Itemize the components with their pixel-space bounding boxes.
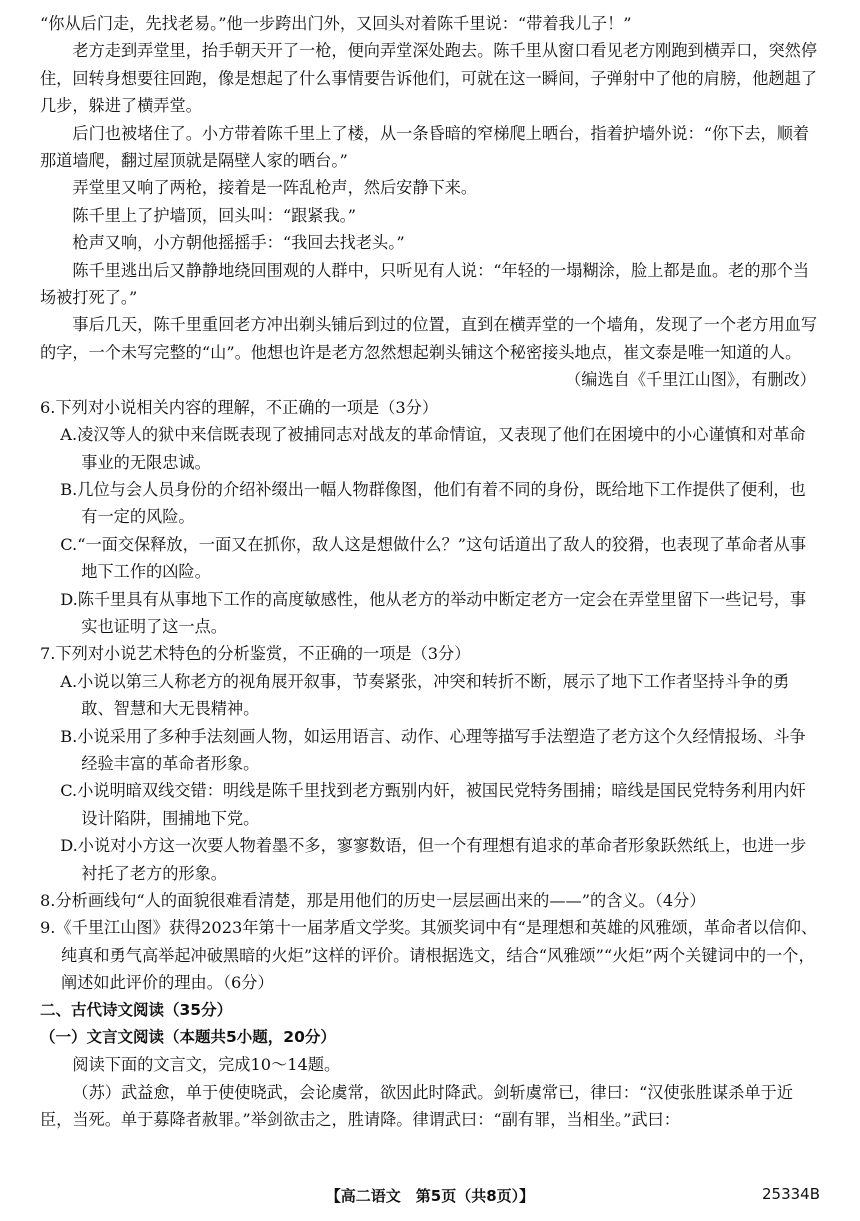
story-paragraph-6: 枪声又响，小方朝他摇摇手：“我回去找老头。” xyxy=(72,233,405,253)
story-paragraph-2: 老方走到弄堂里，抬手朝天开了一枪，便向弄堂深处跑去。陈千里从窗口看见老方刚跑到横弄口，突然停住，回转身想要往回跑，像是想起了什么事情要告诉他们，可就在这一瞬间，子弹射中了他的肩膀，他趔趄了几步，躲进了横弄堂。 xyxy=(40,41,818,116)
question-8-prefix: 8.分析画线句“ xyxy=(40,891,145,910)
question-8-suffix: ”的含义。（4分） xyxy=(581,891,706,910)
story-source: （编选自《千里江山图》，有删改） xyxy=(565,370,816,390)
question-8 xyxy=(40,887,820,914)
page-footer xyxy=(40,1185,820,1211)
question-6-option-b: B.几位与会人员身份的介绍补缀出一幅人物群像图，他们有着不同的身份，既给地下工作提供了便利，也有一定的风险。 xyxy=(60,479,806,527)
section-2-instruction: 阅读下面的文言文，完成10～14题。 xyxy=(72,1055,341,1075)
story-paragraph-5: 陈千里上了护墙顶，回头叫：“跟紧我。” xyxy=(72,205,357,225)
question-7-stem: 7.下列对小说艺术特色的分析鉴赏，不正确的一项是（3分） xyxy=(40,644,471,664)
story-paragraph-8: 事后几天，陈千里重回老方冲出剃头铺后到过的位置，直到在横弄堂的一个墙角，发现了一个老方用血写的字，一个未写完整的“山”。他想也许是老方忽然想起剃头铺这个秘密接头地点，崔文泰是唯一知道的人。 xyxy=(40,315,818,362)
question-9: 9.《千里江山图》获得2023年第十一届茅盾文学奖。其颁奖词中有“是理想和英雄的风雅颂，革命者以信仰、纯真和勇气高举起冲破黑暗的火炬”这样的评价。请根据选文，结合“风雅颂”“火炬”两个关键词中的一个，阐述如此评价的理由。（6分） xyxy=(40,918,818,993)
story-paragraph-4: 弄堂里又响了两枪，接着是一阵乱枪声，然后安静下来。 xyxy=(72,178,478,198)
section-2-title: 二、古代诗文阅读（35分） xyxy=(40,1000,233,1019)
question-7-option-d: D.小说对小方这一次要人物着墨不多，寥寥数语，但一个有理想有追求的革命者形象跃然纸上，也进一步衬托了老方的形象。 xyxy=(60,836,807,883)
footer-page-label: 【高二语文 第5页（共8页）】 xyxy=(325,1187,535,1205)
question-7-option-c: C.小说明暗双线交错：明线是陈千里找到老方甄别内奸，被国民党特务围捕；暗线是国民党特务利用内奸设计陷阱，围捕地下党。 xyxy=(60,781,806,828)
question-8-quoted-line: 人的面貌很难看清楚，那是用他们的历史一层层画出来的—— xyxy=(144,891,582,910)
section-2-subtitle: （一）文言文阅读（本题共5小题，20分） xyxy=(40,1028,336,1047)
question-7-option-b: B.小说采用了多种手法刻画人物，如运用语言、动作、心理等描写手法塑造了老方这个久经情报场、斗争经验丰富的革命者形象。 xyxy=(60,726,806,773)
question-6-option-a: A.凌汉等人的狱中来信既表现了被捕同志对战友的革命情谊，又表现了他们在困境中的小心谨慎和对革命事业的无限忠诚。 xyxy=(60,425,806,472)
footer-exam-code: 25334B xyxy=(761,1185,820,1203)
story-paragraph-3: 后门也被堵住了。小方带着陈千里上了楼，从一条昏暗的窄梯爬上晒台，指着护墙外说：“你下去，顺着那道墙爬，翻过屋顶就是隔壁人家的晒台。” xyxy=(40,123,810,171)
story-paragraph-7: 陈千里逃出后又静静地绕回围观的人群中，只听见有人说：“年轻的一塌糊涂，脸上都是血。老的那个当场被打死了。” xyxy=(40,260,810,308)
question-7-option-a: A.小说以第三人称老方的视角展开叙事，节奏紧张，冲突和转折不断，展示了地下工作者坚持斗争的勇敢、智慧和大无畏精神。 xyxy=(60,671,790,719)
question-6-stem: 6.下列对小说相关内容的理解，不正确的一项是（3分） xyxy=(40,397,439,417)
question-6-option-c: C.“一面交保释放，一面又在抓你，敌人这是想做什么？”这句话道出了敌人的狡猾，也表现了革命者从事地下工作的凶险。 xyxy=(60,534,807,582)
classical-passage: （苏）武益愈，单于使使晓武，会论虞常，欲因此时降武。剑斩虞常已，律曰：“汉使张胜谋杀单于近臣，当死。单于募降者赦罪。”举剑欲击之，胜请降。律谓武曰：“副有罪，当相坐。”武曰： xyxy=(40,1082,793,1130)
question-6-option-d: D.陈千里具有从事地下工作的高度敏感性，他从老方的举动中断定老方一定会在弄堂里留下一些记号，事实也证明了这一点。 xyxy=(60,589,807,636)
story-paragraph-1: “你从后门走，先找老易。”他一步跨出门外，又回头对着陈千里说：“带着我儿子！” xyxy=(40,14,632,33)
